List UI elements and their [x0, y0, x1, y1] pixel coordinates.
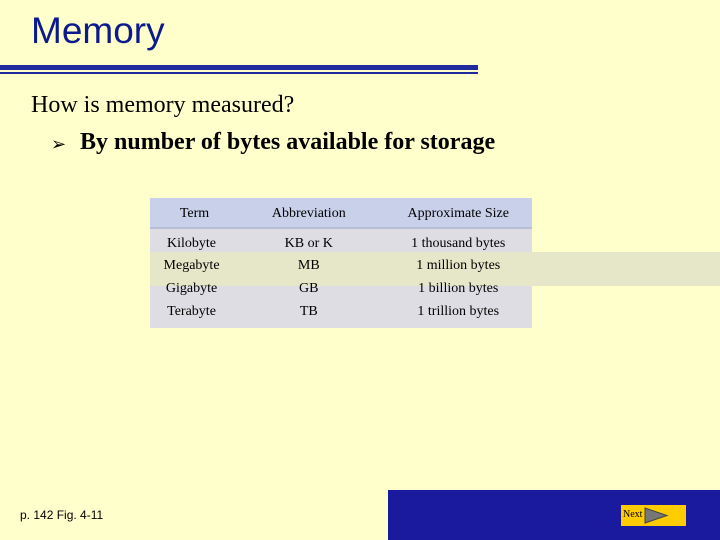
- cell-abbreviation: KB or K: [284, 235, 333, 251]
- title-underline-thin: [0, 72, 478, 74]
- cell-size: 1 trillion bytes: [417, 303, 500, 319]
- slide-title: Memory: [31, 10, 165, 51]
- cell-term: Megabyte: [163, 257, 220, 273]
- column-header-abbreviation: Abbreviation: [271, 205, 346, 221]
- table-row: [150, 277, 532, 300]
- cell-abbreviation: MB: [297, 257, 320, 273]
- column-header-term: Term: [179, 205, 210, 221]
- next-button-label: Next: [623, 509, 643, 520]
- title-underline-thick: [0, 65, 478, 70]
- column-header-size: Approximate Size: [407, 205, 509, 221]
- table-header-row: [150, 200, 532, 227]
- next-button[interactable]: [621, 505, 686, 526]
- cell-size: 1 billion bytes: [418, 280, 499, 296]
- arrow-bullet-icon: ➢: [51, 134, 67, 155]
- cell-term: Kilobyte: [167, 235, 217, 251]
- table-row: [150, 300, 532, 323]
- play-triangle-icon: [643, 507, 669, 524]
- cell-size: 1 million bytes: [416, 257, 501, 273]
- cell-term: Gigabyte: [165, 280, 218, 296]
- figure-reference: p. 142 Fig. 4-11: [20, 508, 104, 522]
- memory-units-table: [150, 200, 532, 323]
- table-row: [150, 227, 532, 254]
- cell-size: 1 thousand bytes: [411, 235, 506, 251]
- cell-abbreviation: GB: [299, 280, 319, 296]
- slide-subtitle: How is memory measured?: [31, 92, 295, 118]
- cell-abbreviation: TB: [299, 303, 318, 319]
- table-row: [150, 254, 532, 277]
- bullet-text: By number of bytes available for storage: [80, 129, 496, 155]
- cell-term: Terabyte: [167, 303, 216, 319]
